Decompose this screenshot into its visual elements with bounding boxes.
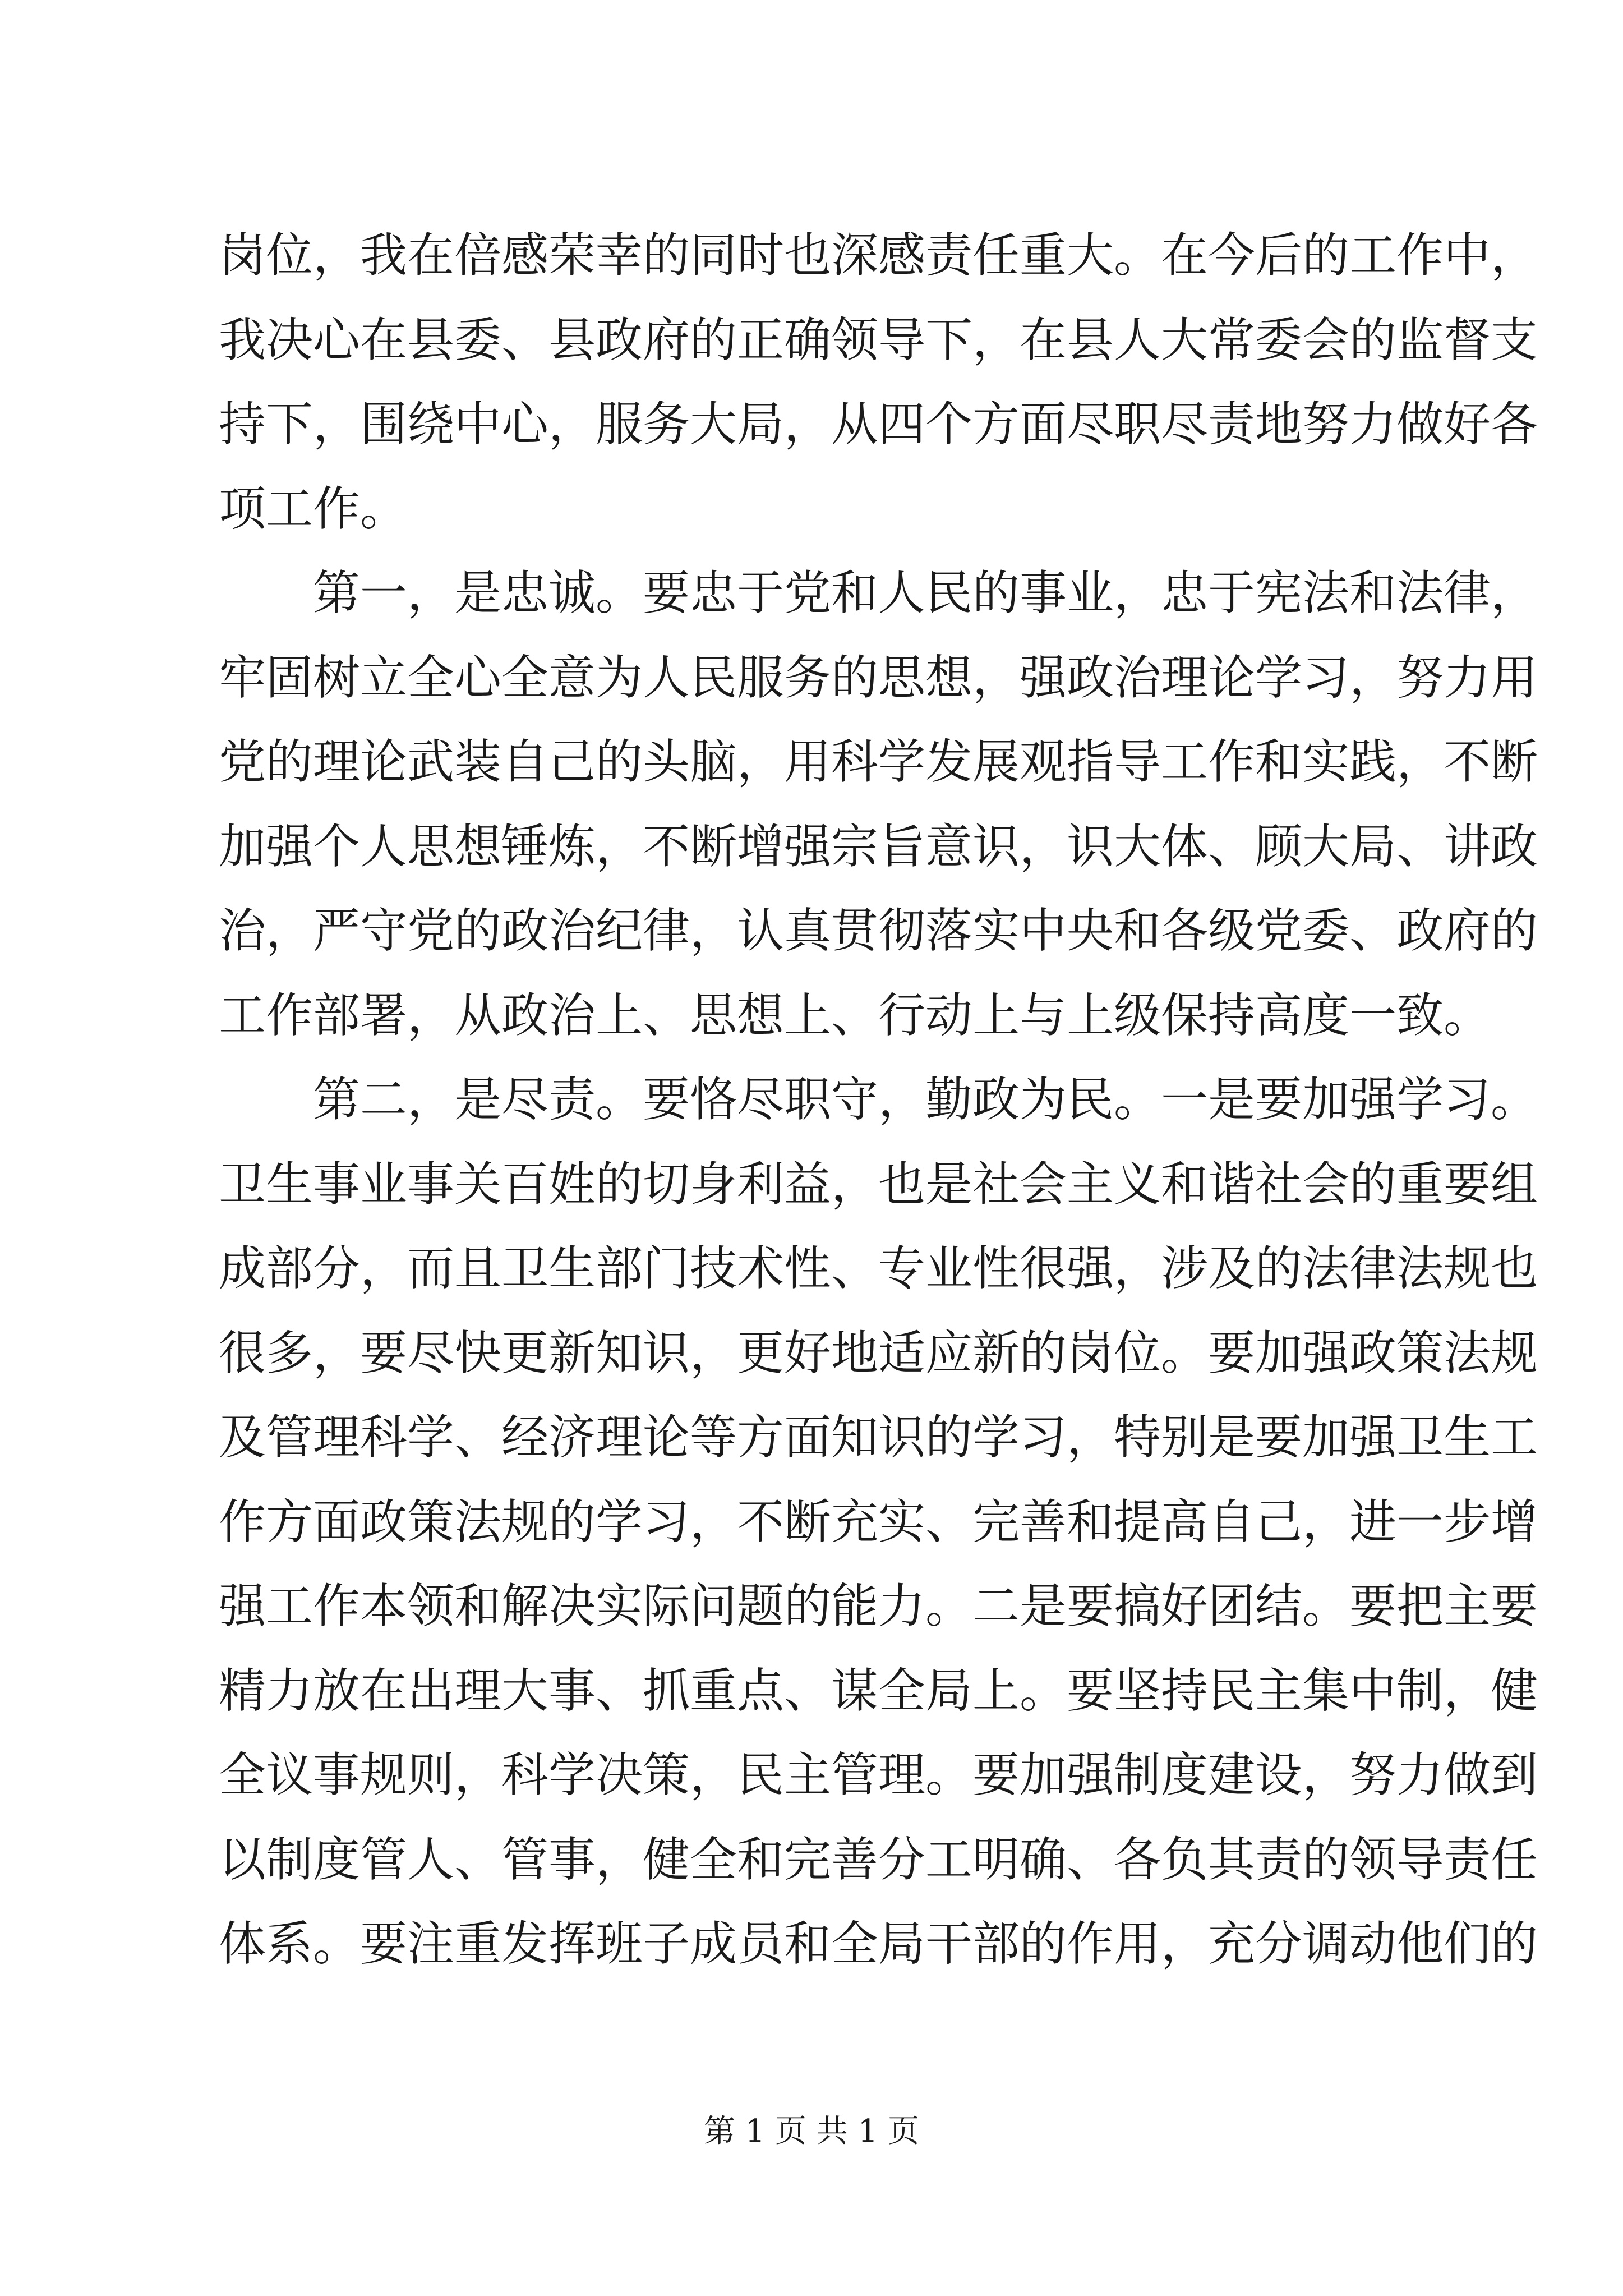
- text-line: 治，严守党的政治纪律，认真贯彻落实中央和各级党委、政府的: [219, 903, 1538, 958]
- text-line: 卫生事业事关百姓的切身利益，也是社会主义和谐社会的重要组: [219, 1156, 1538, 1212]
- text-line: 强工作本领和解决实际问题的能力。二是要搞好团结。要把主要: [219, 1579, 1538, 1634]
- text-line: 加强个人思想锤炼，不断增强宗旨意识，识大体、顾大局、讲政: [219, 818, 1538, 874]
- paragraph-first-line: 第一，是忠诚。要忠于党和人民的事业，忠于宪法和法律，: [313, 565, 1538, 620]
- document-body: [219, 213, 1538, 1986]
- text-line: 以制度管人、管事，健全和完善分工明确、各负其责的领导责任: [219, 1832, 1538, 1887]
- text-line: 精力放在出理大事、抓重点、谋全局上。要坚持民主集中制，健: [219, 1663, 1538, 1718]
- text-line: 及管理科学、经济理论等方面知识的学习，特别是要加强卫生工: [219, 1410, 1538, 1465]
- text-line: 成部分，而且卫生部门技术性、专业性很强，涉及的法律法规也: [219, 1241, 1538, 1296]
- text-line: 党的理论武装自己的头脑，用科学发展观指导工作和实践，不断: [219, 734, 1538, 789]
- text-line: 工作部署，从政治上、思想上、行动上与上级保持高度一致。: [219, 987, 1491, 1043]
- text-line: 全议事规则，科学决策，民主管理。要加强制度建设，努力做到: [219, 1747, 1538, 1802]
- text-line: 牢固树立全心全意为人民服务的思想，强政治理论学习，努力用: [219, 650, 1538, 705]
- text-line: 作方面政策法规的学习，不断充实、完善和提高自己，进一步增: [219, 1494, 1538, 1549]
- text-line: 持下，围绕中心，服务大局，从四个方面尽职尽责地努力做好各: [219, 397, 1538, 452]
- page-number-footer: 第 1 页 共 1 页: [703, 2113, 920, 2150]
- text-line: 我决心在县委、县政府的正确领导下，在县人大常委会的监督支: [219, 312, 1538, 367]
- text-line: 体系。要注重发挥班子成员和全局干部的作用，充分调动他们的: [219, 1916, 1538, 1971]
- paragraph-first-line: 第二，是尽责。要恪尽职守，勤政为民。一是要加强学习。: [313, 1072, 1538, 1127]
- text-line: 很多，要尽快更新知识，更好地适应新的岗位。要加强政策法规: [219, 1325, 1538, 1381]
- text-line: 项工作。: [219, 481, 408, 536]
- text-line: 岗位，我在倍感荣幸的同时也深感责任重大。在今后的工作中，: [219, 228, 1538, 283]
